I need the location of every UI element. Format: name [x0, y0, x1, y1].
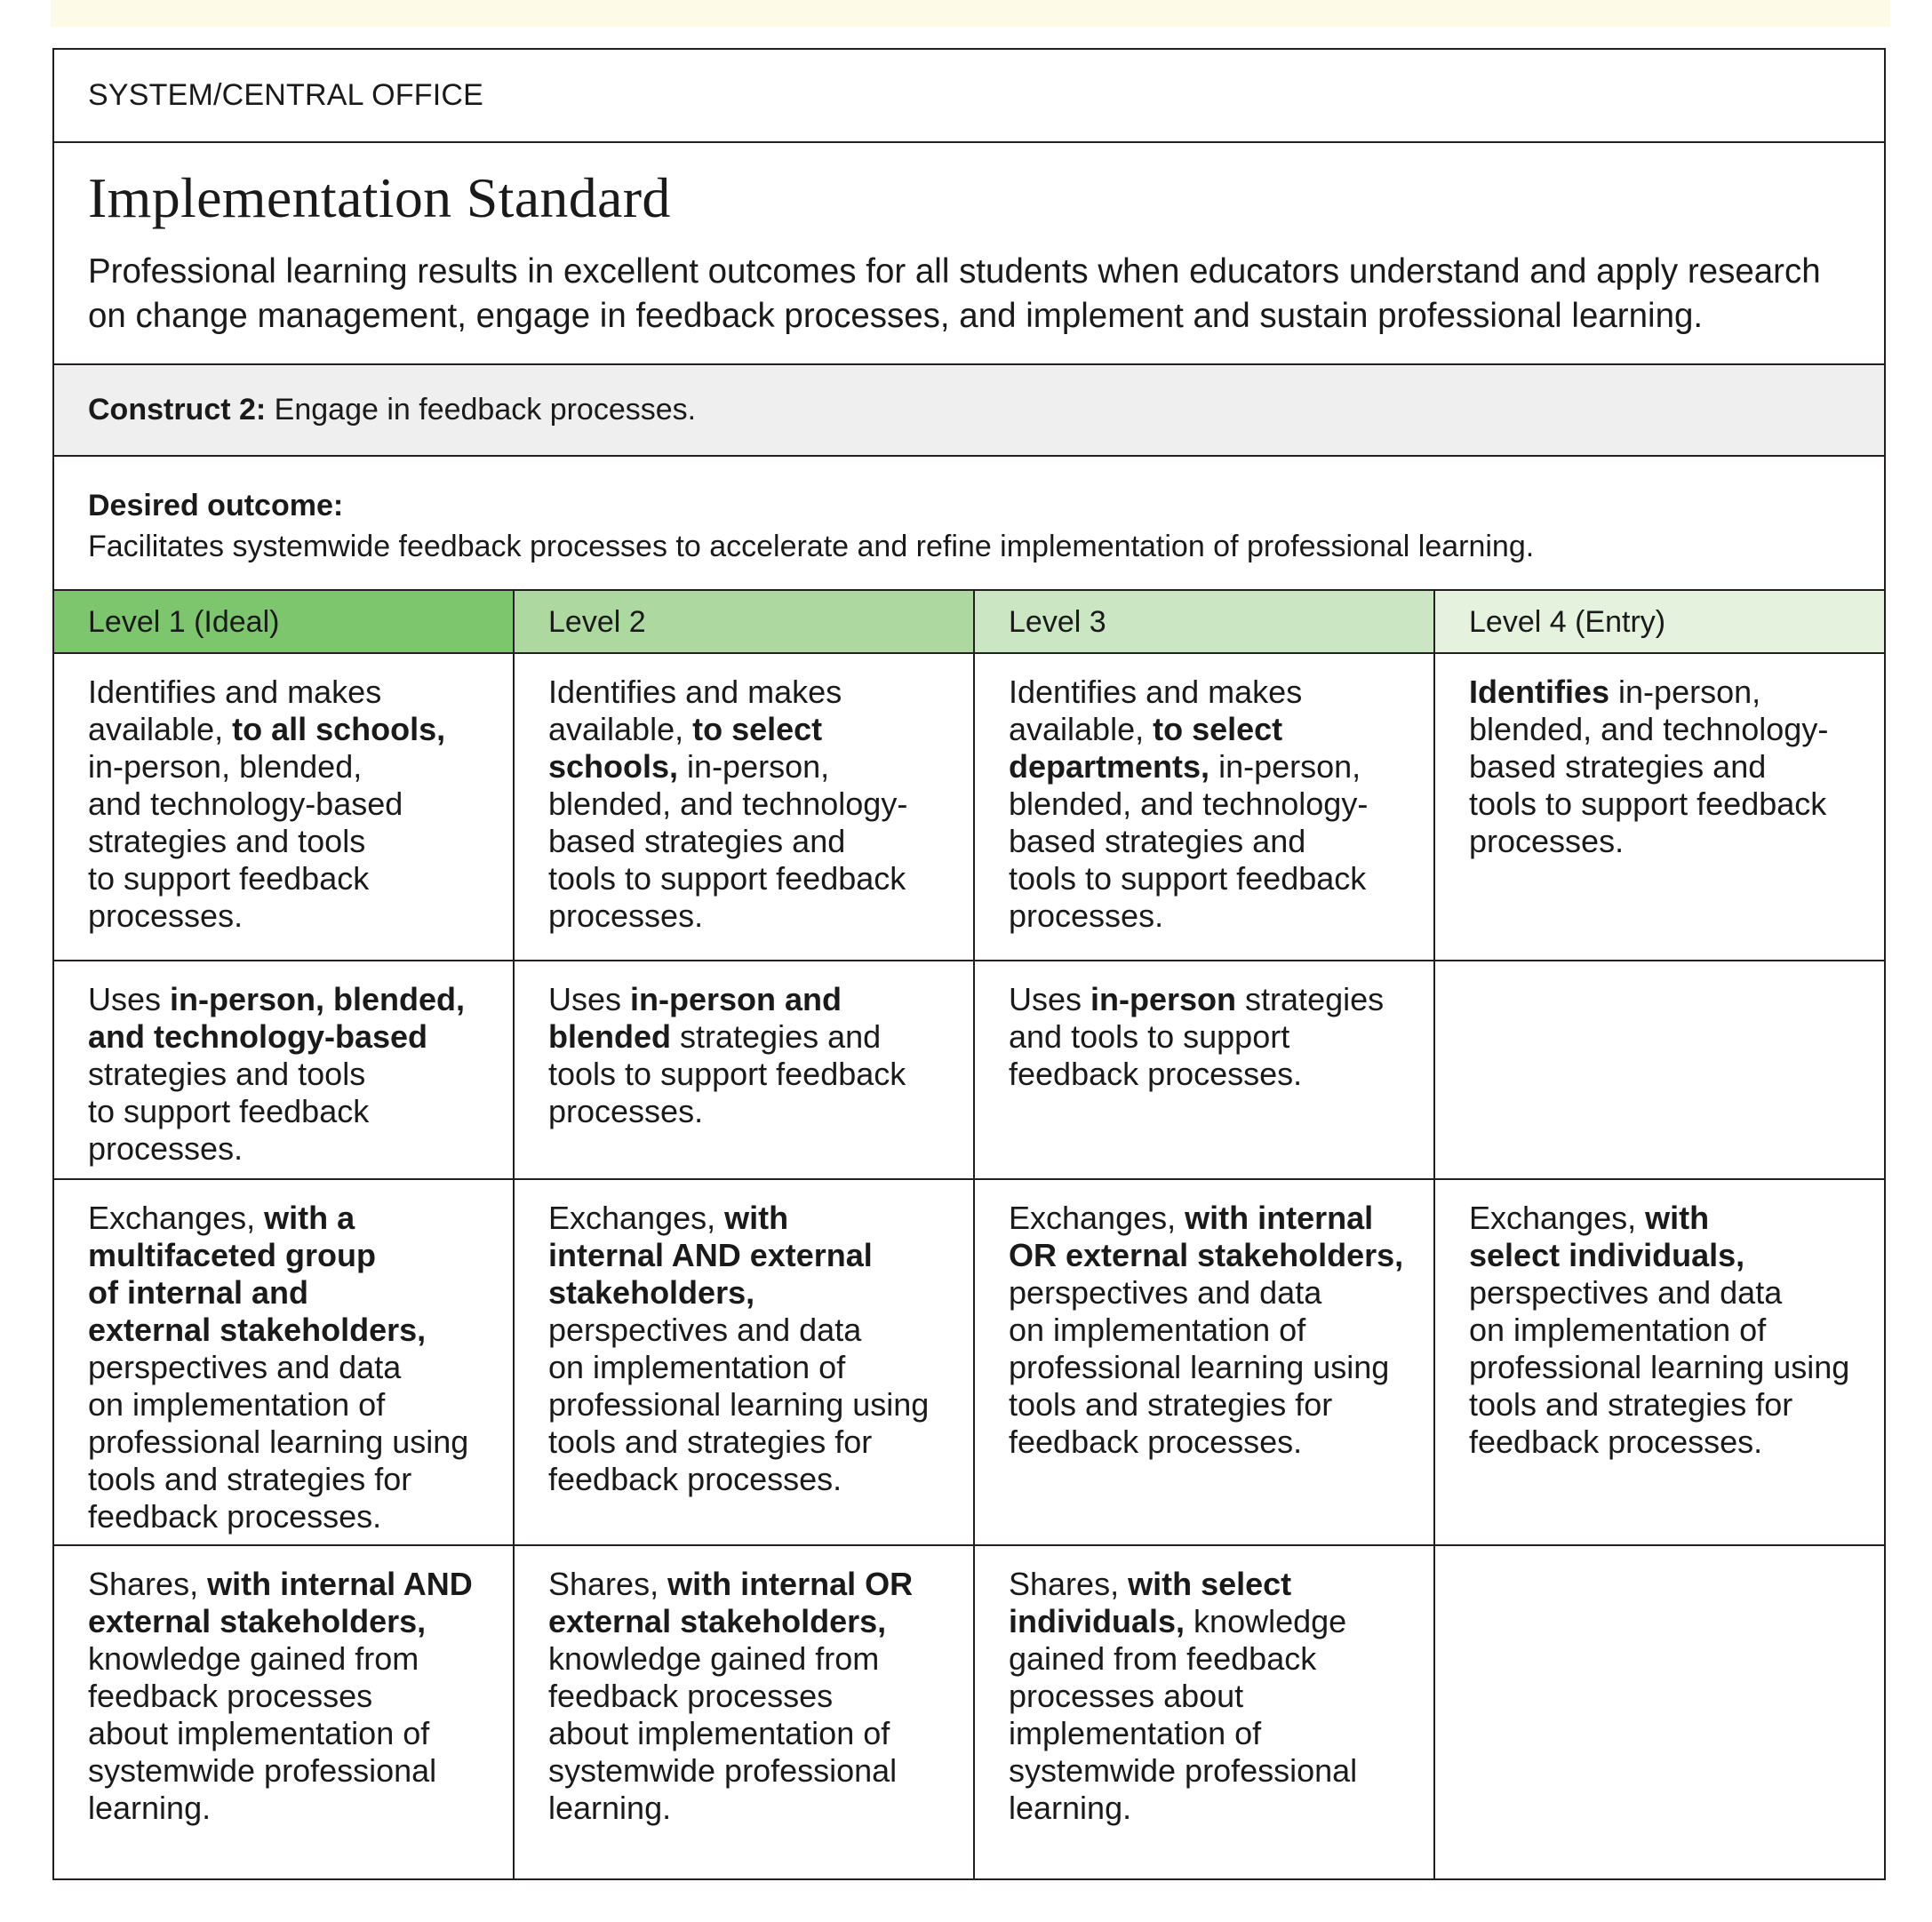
table-cell — [54, 654, 515, 961]
cell-text: professional learning using — [88, 1424, 469, 1460]
cell-text-bold: with internal OR — [667, 1566, 914, 1602]
desired-outcome-text: Facilitates systemwide feedback processes to accelerate and refine implementation of professional learning. — [88, 530, 1535, 563]
cell-text: tools and strategies for — [88, 1461, 412, 1497]
cell-text: in-person, — [1609, 674, 1761, 710]
cell-text: tools and strategies for — [548, 1424, 873, 1460]
cell-text: systemwide professional — [548, 1752, 898, 1789]
cell-text-bold: select individuals, — [1469, 1237, 1745, 1273]
system-label-row — [54, 50, 1884, 143]
cell-text: feedback processes. — [548, 1461, 842, 1497]
cell-text-bold: Identifies — [1469, 674, 1610, 710]
cell-text: blended, and technology- — [1009, 786, 1369, 822]
cell-text: Exchanges, — [1469, 1200, 1646, 1236]
system-label: SYSTEM/CENTRAL OFFICE — [88, 78, 483, 112]
cell-text-bold: to select — [692, 711, 823, 747]
table-cell — [1435, 1180, 1884, 1546]
cell-text-bold: internal AND external — [548, 1237, 873, 1273]
construct-text: Engage in feedback processes. — [266, 393, 697, 427]
cell-text-bold: of internal and — [88, 1274, 309, 1311]
table-cell — [54, 961, 515, 1180]
top-band — [51, 0, 1890, 27]
cell-text: processes. — [88, 897, 243, 934]
cell-text: perspectives and data — [88, 1349, 402, 1385]
cell-text: based strategies and — [1469, 748, 1767, 785]
cell-text-bold: with — [724, 1200, 789, 1236]
cell-text: on implementation of — [1469, 1312, 1767, 1348]
cell-text-bold: external stakeholders, — [548, 1603, 887, 1639]
table-cell — [515, 1546, 975, 1878]
desired-outcome-row — [54, 457, 1884, 591]
desired-outcome-label: Desired outcome: — [88, 489, 344, 522]
cell-text-bold: stakeholders, — [548, 1274, 755, 1311]
cell-text: feedback processes. — [88, 1498, 382, 1535]
cell-text: strategies and — [671, 1018, 882, 1055]
table-cell — [975, 1546, 1435, 1878]
table-cell — [515, 654, 975, 961]
cell-text-bold: with select — [1128, 1566, 1292, 1602]
cell-text-bold: multifaceted group — [88, 1237, 377, 1273]
cell-text: perspectives and data — [1469, 1274, 1783, 1311]
cell-text-bold: external stakeholders, — [88, 1603, 427, 1639]
cell-text: strategies and tools — [88, 1056, 366, 1092]
cell-text-bold: blended — [548, 1018, 672, 1055]
cell-text: professional learning using — [1009, 1349, 1390, 1385]
level-1-header: Level 1 (Ideal) — [54, 591, 515, 654]
cell-text: processes. — [1009, 897, 1164, 934]
cell-text: knowledge — [1185, 1603, 1347, 1639]
construct-label: Construct 2: — [88, 393, 267, 427]
standard-document — [52, 48, 1886, 1880]
cell-text: Exchanges, — [548, 1200, 725, 1236]
cell-text: Shares, — [88, 1566, 208, 1602]
cell-text-bold: with a — [264, 1200, 355, 1236]
cell-text: professional learning using — [548, 1386, 930, 1423]
cell-text-bold: in-person and — [630, 981, 842, 1017]
table-cell — [1435, 1546, 1884, 1878]
cell-text: and tools to support — [1009, 1018, 1290, 1055]
cell-text: Uses — [1009, 981, 1091, 1017]
table-cell — [515, 1180, 975, 1546]
cell-text: Identifies and makes — [88, 674, 382, 710]
cell-text: processes. — [548, 897, 704, 934]
cell-text: strategies — [1236, 981, 1385, 1017]
cell-text: processes. — [88, 1130, 243, 1167]
cell-text: knowledge gained from — [548, 1640, 880, 1677]
cell-text: feedback processes. — [1009, 1056, 1303, 1092]
table-cell — [54, 1180, 515, 1546]
cell-text: available, — [1009, 711, 1154, 747]
cell-text: available, — [548, 711, 693, 747]
cell-text: implementation of — [1009, 1715, 1262, 1751]
cell-text: tools to support feedback — [1009, 860, 1367, 897]
cell-text-bold: schools, — [548, 748, 679, 785]
table-cell — [975, 1180, 1435, 1546]
level-3-header: Level 3 — [975, 591, 1435, 654]
cell-text: Exchanges, — [1009, 1200, 1186, 1236]
cell-text: processes about — [1009, 1678, 1244, 1714]
cell-text: Identifies and makes — [1009, 674, 1303, 710]
table-cell — [975, 961, 1435, 1180]
cell-text: on implementation of — [548, 1349, 846, 1385]
cell-text-bold: to all schools, — [232, 711, 446, 747]
table-cell — [54, 1546, 515, 1878]
cell-text: in-person, blended, — [88, 748, 363, 785]
cell-text-bold: departments, — [1009, 748, 1210, 785]
standard-block — [54, 143, 1884, 365]
cell-text: about implementation of — [548, 1715, 890, 1751]
cell-text: to support feedback — [88, 1093, 370, 1129]
cell-text: learning. — [548, 1790, 672, 1826]
cell-text: feedback processes — [548, 1678, 834, 1714]
table-cell — [975, 654, 1435, 961]
cell-text: based strategies and — [1009, 823, 1306, 859]
cell-text: Shares, — [548, 1566, 668, 1602]
cell-text: on implementation of — [1009, 1312, 1306, 1348]
cell-text: blended, and technology- — [548, 786, 908, 822]
cell-text-bold: with — [1645, 1200, 1710, 1236]
cell-text: learning. — [88, 1790, 212, 1826]
cell-text: feedback processes. — [1009, 1424, 1303, 1460]
cell-text: Uses — [88, 981, 171, 1017]
cell-text-bold: external stakeholders, — [88, 1312, 427, 1348]
cell-text: feedback processes. — [1469, 1424, 1763, 1460]
cell-text: perspectives and data — [548, 1312, 862, 1348]
cell-text-bold: with internal AND — [207, 1566, 473, 1602]
cell-text: Exchanges, — [88, 1200, 265, 1236]
cell-text-bold: OR external stakeholders, — [1009, 1237, 1404, 1273]
cell-text-bold: and technology-based — [88, 1018, 428, 1055]
cell-text-bold: in-person, blended, — [170, 981, 466, 1017]
cell-text-bold: with internal — [1185, 1200, 1374, 1236]
cell-text: feedback processes — [88, 1678, 373, 1714]
cell-text: perspectives and data — [1009, 1274, 1322, 1311]
cell-text: knowledge gained from — [88, 1640, 419, 1677]
cell-text: on implementation of — [88, 1386, 386, 1423]
standard-description: Professional learning results in excellent outcomes for all students when educators understand and apply research on change management, engage in feedback processes, and implement and sustain professional learning. — [88, 252, 1821, 335]
cell-text: in-person, — [1209, 748, 1361, 785]
cell-text-bold: to select — [1153, 711, 1283, 747]
cell-text: to support feedback — [88, 860, 370, 897]
cell-text: systemwide professional — [88, 1752, 437, 1789]
cell-text: blended, and technology- — [1469, 711, 1829, 747]
level-2-header: Level 2 — [515, 591, 975, 654]
table-cell — [515, 961, 975, 1180]
cell-text: and technology-based — [88, 786, 403, 822]
table-cell — [1435, 654, 1884, 961]
cell-text: Shares, — [1009, 1566, 1129, 1602]
cell-text-bold: in-person — [1090, 981, 1237, 1017]
cell-text: gained from feedback — [1009, 1640, 1317, 1677]
cell-text: based strategies and — [548, 823, 846, 859]
construct-row — [54, 365, 1884, 457]
cell-text: about implementation of — [88, 1715, 430, 1751]
standard-title: Implementation Standard — [88, 166, 671, 229]
cell-text: learning. — [1009, 1790, 1132, 1826]
cell-text: tools to support feedback — [1469, 786, 1827, 822]
cell-text: tools to support feedback — [548, 1056, 906, 1092]
cell-text: processes. — [1469, 823, 1625, 859]
cell-text: Uses — [548, 981, 631, 1017]
cell-text: processes. — [548, 1093, 704, 1129]
table-cell — [1435, 961, 1884, 1180]
cell-text: tools and strategies for — [1009, 1386, 1333, 1423]
level-4-header: Level 4 (Entry) — [1435, 591, 1884, 654]
cell-text: tools and strategies for — [1469, 1386, 1793, 1423]
cell-text: tools to support feedback — [548, 860, 906, 897]
levels-table — [54, 591, 1884, 1878]
cell-text: available, — [88, 711, 233, 747]
cell-text: in-person, — [678, 748, 830, 785]
cell-text: strategies and tools — [88, 823, 366, 859]
cell-text: systemwide professional — [1009, 1752, 1358, 1789]
cell-text-bold: individuals, — [1009, 1603, 1186, 1639]
cell-text: Identifies and makes — [548, 674, 842, 710]
cell-text: professional learning using — [1469, 1349, 1850, 1385]
